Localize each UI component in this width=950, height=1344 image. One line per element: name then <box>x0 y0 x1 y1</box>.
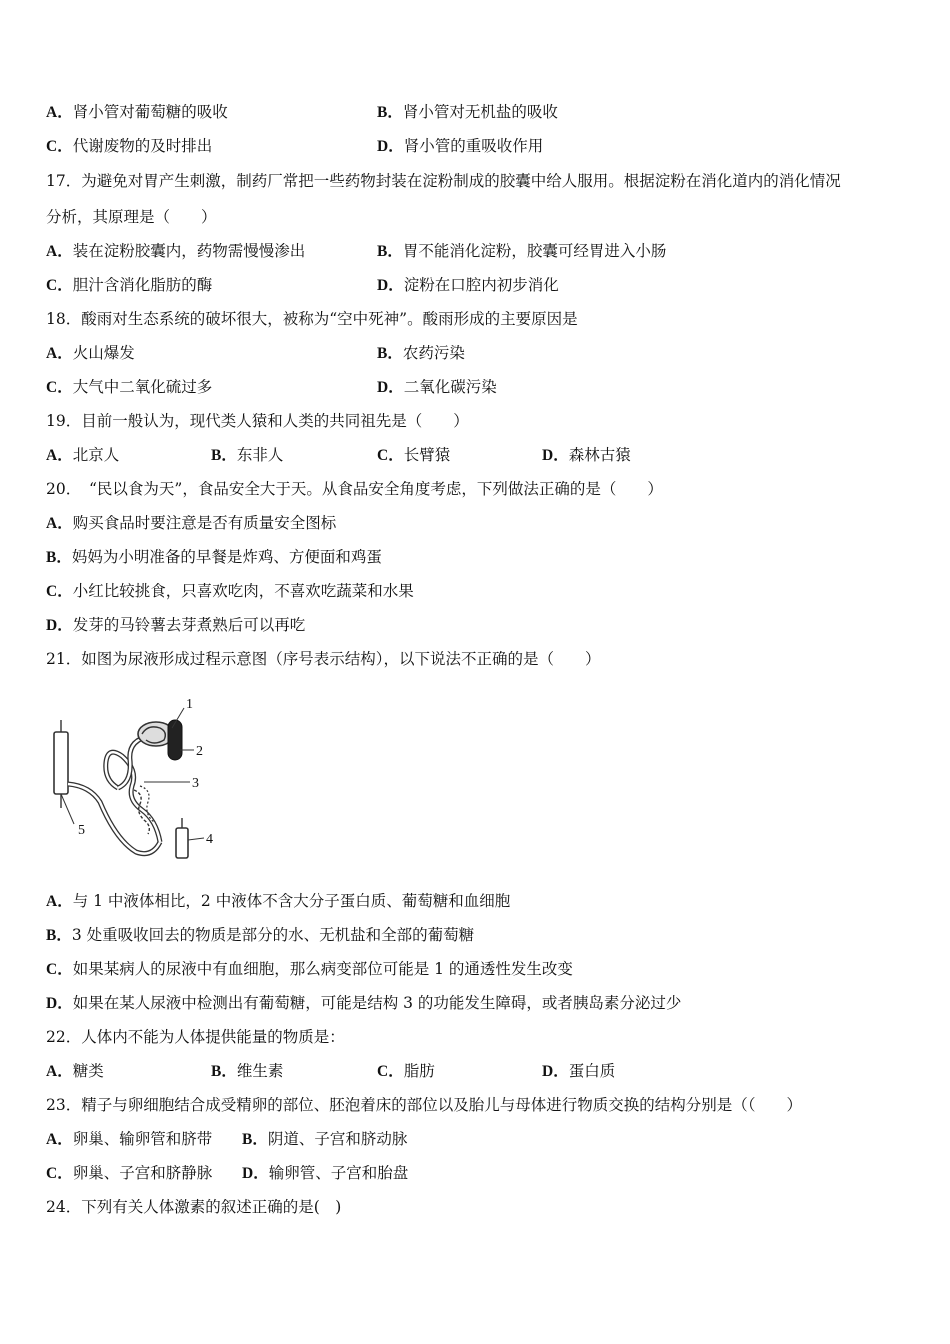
q17-option-d: D．淀粉在口腔内初步消化 <box>377 276 559 294</box>
q23-option-a: A．卵巢、输卵管和脐带 <box>46 1130 213 1148</box>
q18-option-c: C．大气中二氧化硫过多 <box>46 378 213 396</box>
q22-stem: 22．人体内不能为人体提供能量的物质是： <box>46 1028 345 1046</box>
q21-option-a: A．与 1 中液体相比，2 中液体不含大分子蛋白质、葡萄糖和血细胞 <box>46 892 511 910</box>
collecting-duct <box>54 732 68 794</box>
q22-option-c: C．脂肪 <box>377 1062 435 1080</box>
q19-option-d: D．森林古猿 <box>542 446 631 464</box>
label-5: 5 <box>78 823 85 838</box>
q16-option-d: D．肾小管的重吸收作用 <box>377 137 544 155</box>
q18-option-d: D．二氧化碳污染 <box>377 378 497 396</box>
q16-option-c: C．代谢废物的及时排出 <box>46 137 213 155</box>
label-1: 1 <box>186 697 193 712</box>
q21-option-c: C．如果某病人的尿液中有血细胞，那么病变部位可能是 1 的通透性发生改变 <box>46 960 573 978</box>
q21-option-d: D．如果在某人尿液中检测出有葡萄糖，可能是结构 3 的功能发生障碍，或者胰岛素分泌过少 <box>46 994 682 1012</box>
q20-option-b: B．妈妈为小明准备的早餐是炸鸡、方便面和鸡蛋 <box>46 548 382 566</box>
q21-stem: 21．如图为尿液形成过程示意图（序号表示结构），以下说法不正确的是（ ） <box>46 650 601 668</box>
q19-option-c: C．长臂猿 <box>377 446 451 464</box>
q23-option-c: C．卵巢、子宫和脐静脉 <box>46 1164 213 1182</box>
q19-option-b: B．东非人 <box>211 446 284 464</box>
q20-stem: 20． “民以食为天”，食品安全大于天。从食品安全角度考虑，下列做法正确的是（ ） <box>46 480 663 498</box>
q17-stem-line1: 17．为避免对胃产生刺激，制药厂常把一些药物封装在淀粉制成的胶囊中给人服用。根据淀粉在消化道内的消化情况 <box>46 172 841 190</box>
q23-stem: 23．精子与卵细胞结合成受精卵的部位、胚泡着床的部位以及胎儿与母体进行物质交换的结构分别是（（ ） <box>46 1096 802 1114</box>
q23-option-d: D．输卵管、子宫和胎盘 <box>242 1164 409 1182</box>
q17-stem-line2: 分析，其原理是（ ） <box>46 208 217 226</box>
q22-option-b: B．维生素 <box>211 1062 284 1080</box>
urine-formation-diagram <box>44 690 224 870</box>
q23-option-b: B．阴道、子宫和脐动脉 <box>242 1130 408 1148</box>
q21-option-b: B．3 处重吸收回去的物质是部分的水、无机盐和全部的葡萄糖 <box>46 926 475 944</box>
q17-option-a: A．装在淀粉胶囊内，药物需慢慢渗出 <box>46 242 306 260</box>
label-2: 2 <box>196 744 203 759</box>
q22-option-d: D．蛋白质 <box>542 1062 616 1080</box>
q18-option-a: A．火山爆发 <box>46 344 135 362</box>
q18-option-b: B．农药污染 <box>377 344 465 362</box>
q24-stem: 24．下列有关人体激素的叙述正确的是( ) <box>46 1198 342 1216</box>
q19-stem: 19．目前一般认为，现代类人猿和人类的共同祖先是（ ） <box>46 412 469 430</box>
q17-option-b: B．胃不能消化淀粉，胶囊可经胃进入小肠 <box>377 242 667 260</box>
q20-option-a: A．购买食品时要注意是否有质量安全图标 <box>46 514 337 532</box>
q18-stem: 18．酸雨对生态系统的破坏很大，被称为“空中死神”。酸雨形成的主要原因是 <box>46 310 578 328</box>
q19-option-a: A．北京人 <box>46 446 120 464</box>
q16-option-b: B．肾小管对无机盐的吸收 <box>377 103 558 121</box>
renal-vein <box>176 828 188 858</box>
label-3: 3 <box>192 776 199 791</box>
q16-option-a: A．肾小管对葡萄糖的吸收 <box>46 103 228 121</box>
q22-option-a: A．糖类 <box>46 1062 104 1080</box>
q17-option-c: C．胆汁含消化脂肪的酶 <box>46 276 213 294</box>
q20-option-d: D．发芽的马铃薯去芽煮熟后可以再吃 <box>46 616 306 634</box>
label-4: 4 <box>206 832 213 847</box>
q20-option-c: C．小红比较挑食，只喜欢吃肉，不喜欢吃蔬菜和水果 <box>46 582 414 600</box>
blood-vessel <box>168 720 182 760</box>
